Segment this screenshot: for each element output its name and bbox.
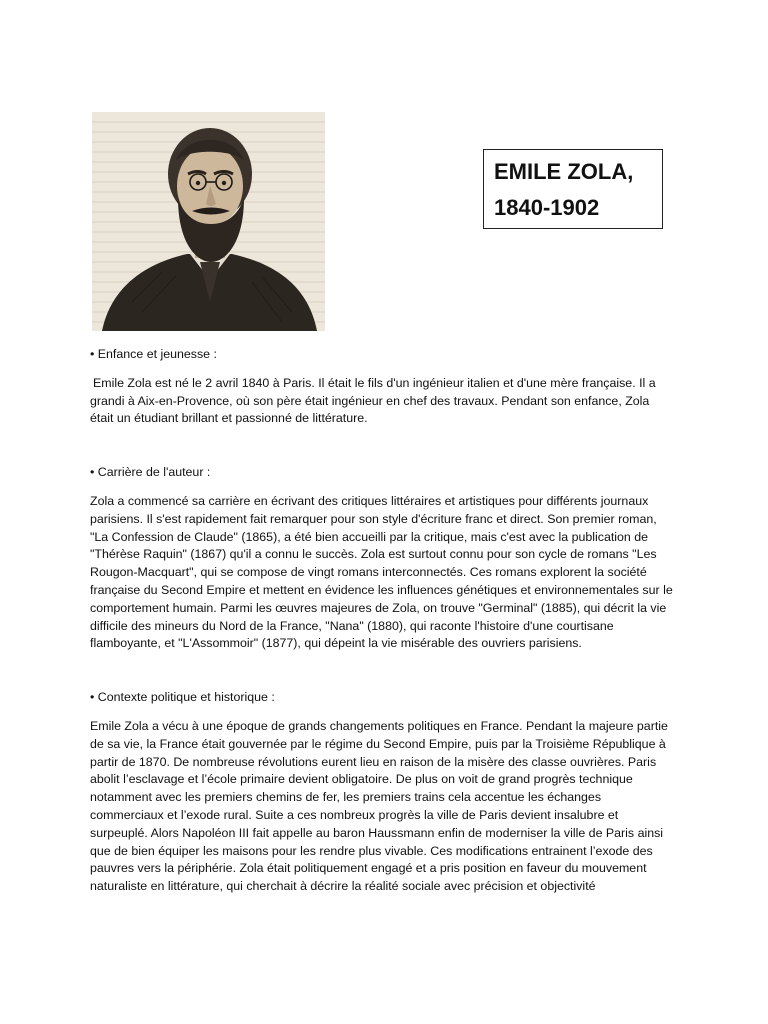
portrait-engraving (92, 112, 325, 331)
section-text-context: Emile Zola a vécu à une époque de grands changements politiques en France. Pendant la majeure partie de sa vie, la France était gouvernée par le régime du Second Empire, puis par la Troisième République à partir de 1870. De nombreuse révolutions eurent lieu en raison de la misère des classe ouvrières. Paris abolit l’esclavage et l’école primaire devient obligatoire. De plus on voit de grand progrès technique notamment avec les premiers chemins de fer, les premiers trains cela accentue les échanges commerciaux et l’exode rural. Suite a ces nombreux progrès la ville de Paris devient insalubre et surpeuplé. Alors Napoléon III fait appelle au baron Haussmann enfin de moderniser la ville de Paris ainsi que de bien équiper les maisons pour les rendre plus vivable. Ces modifications entrainent l’exode des pauvres vers la périphérie. Zola était politiquement engagé et a pris position en faveur du mouvement naturaliste en littérature, qui cherchait à décrire la réalité sociale avec précision et objectivité (90, 718, 668, 894)
title-dates: 1840-1902 (494, 195, 600, 220)
document-body (90, 346, 676, 896)
title-name: EMILE ZOLA, (494, 159, 634, 184)
section-heading-context: • Contexte politique et historique : (90, 690, 275, 705)
title-box (483, 149, 663, 229)
section-text-childhood: Emile Zola est né le 2 avril 1840 à Paris. Il était le fils d'un ingénieur italien et d'une mère française. Il a grandi à Aix-en-Provence, où son père était ingénieur en chef des travaux. Pendant son enfance, Zola était un étudiant brillant et passionné de littérature. (90, 375, 656, 426)
section-heading-career: • Carrière de l'auteur : (90, 465, 211, 480)
section-text-career: Zola a commencé sa carrière en écrivant des critiques littéraires et artistiques pour différents journaux parisiens. Il s'est rapidement fait remarquer pour son style d'écriture franc et direct. Son premier roman, "La Confession de Claude" (1865), a été bien accueilli par la critique, mais c'est avec la publication de "Thérèse Raquin" (1867) qu'il a connu le succès. Zola est surtout connu pour son cycle de romans "Les Rougon-Macquart", qui se compose de vingt romans interconnectés. Ces romans explorent la société française du Second Empire et mettent en évidence les influences génétiques et environnementales sur le comportement humain. Parmi les œuvres majeures de Zola, on trouve "Germinal" (1885), qui décrit la vie difficile des mineurs du Nord de la France, "Nana" (1880), qui raconte l'histoire d'une courtisane flamboyante, et "L'Assommoir" (1877), qui dépeint la vie misérable des ouvriers parisiens. (90, 493, 673, 651)
section-heading-childhood: • Enfance et jeunesse : (90, 347, 217, 361)
